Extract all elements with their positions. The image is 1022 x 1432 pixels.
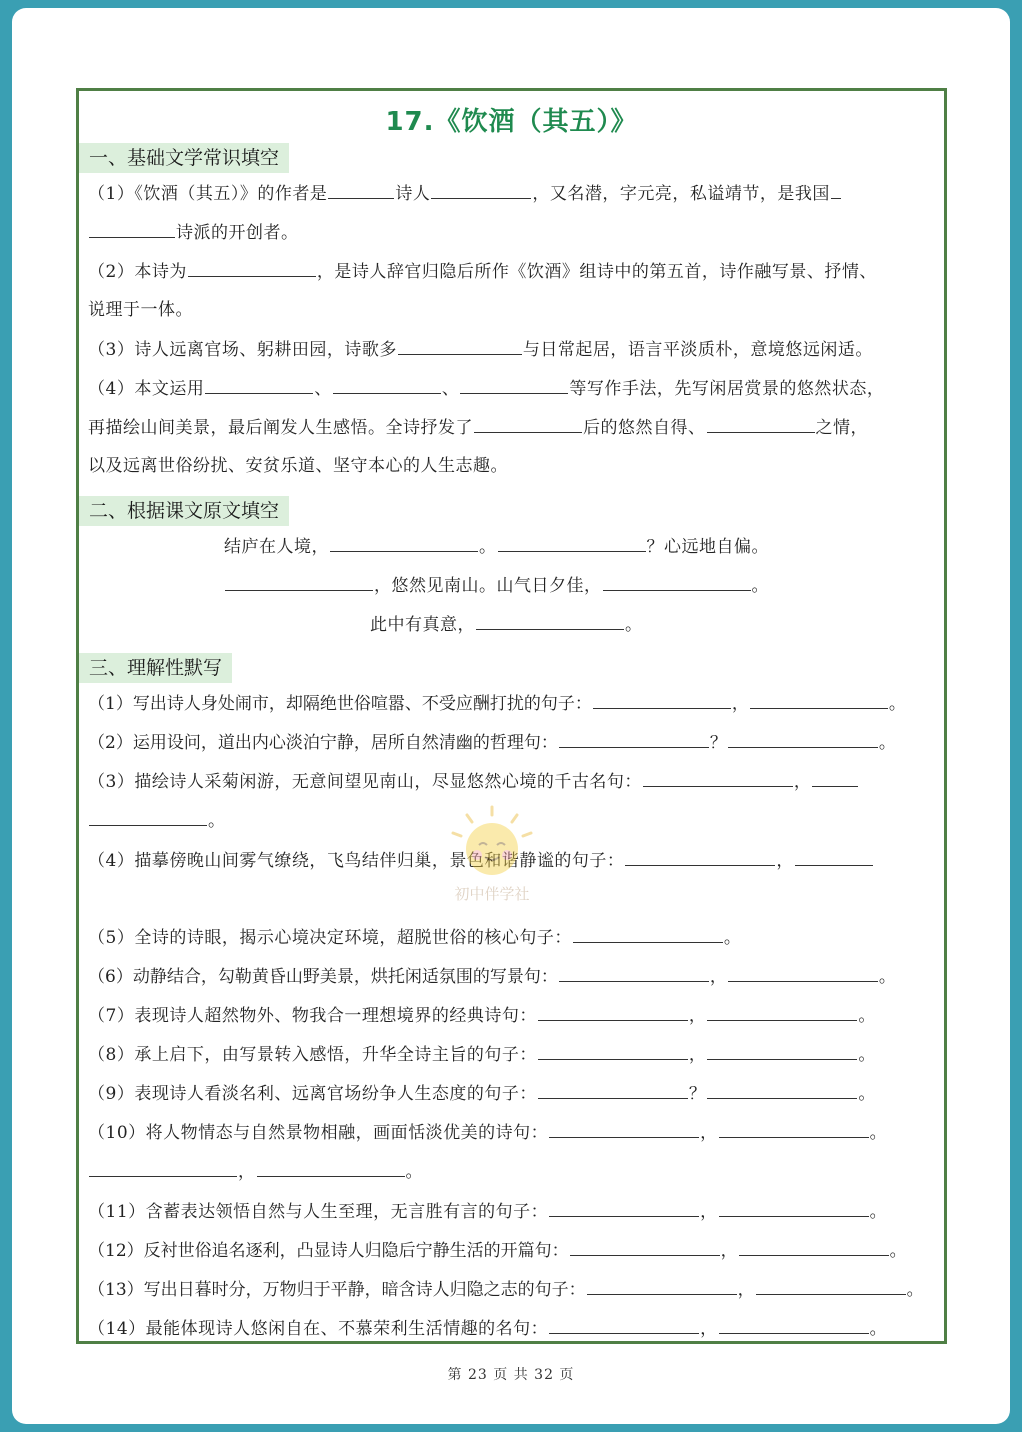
comma: ， (776, 851, 794, 871)
watermark (437, 803, 547, 903)
q-text: （11）含蓄表达领悟自然与人生至理，无言胜有言的句子： (88, 1202, 549, 1222)
part3-q14 (88, 1316, 887, 1341)
blank[interactable] (750, 691, 888, 709)
blank[interactable] (549, 1199, 699, 1217)
q3-text-b: 与日常起居，语言平淡质朴，意境悠远闲适。 (522, 340, 873, 360)
part1-q4-line2 (88, 415, 868, 440)
poem-text: ？心远地自偏。 (646, 537, 769, 557)
part3-q9 (88, 1081, 876, 1106)
blank[interactable] (89, 220, 175, 238)
blank[interactable] (728, 730, 878, 748)
q4-text-d: 后的悠然自得、 (583, 418, 706, 438)
period: 。 (208, 811, 226, 831)
comma: ， (709, 967, 727, 987)
q-text: （8）承上启下，由写景转入感悟，升华全诗主旨的句子： (88, 1045, 537, 1065)
period: 。 (869, 1319, 888, 1339)
part2-line2 (224, 573, 769, 598)
blank[interactable] (570, 1238, 720, 1256)
blank[interactable] (225, 573, 373, 591)
blank[interactable] (728, 964, 878, 982)
blank[interactable] (756, 1277, 906, 1295)
blank[interactable] (795, 848, 873, 866)
q1-text-d: 诗派的开创者。 (176, 223, 299, 243)
comma: ， (688, 1006, 707, 1026)
part1-q4-line1 (88, 376, 884, 401)
watermark-text: 初中伴学社 (454, 885, 530, 903)
part3-q10-line1 (88, 1120, 887, 1145)
poem-text: 此中有真意， (370, 615, 475, 635)
comma: ， (700, 1202, 718, 1222)
poem-text: 。 (479, 537, 497, 557)
q-text: （3）描绘诗人采菊闲游，无意间望见南山，尽显悠然心境的千古名句： (88, 772, 642, 792)
section-heading-3: 三、理解性默写 (79, 653, 232, 683)
sun-mascot-icon (437, 803, 547, 885)
period: 。 (405, 1162, 423, 1182)
q4-text-a: （4）本文运用 (88, 379, 205, 399)
blank[interactable] (812, 769, 858, 787)
period: 。 (889, 1241, 907, 1261)
blank[interactable] (625, 848, 775, 866)
q2-text-a: （2）本诗为 (88, 262, 187, 282)
question-mark: ？ (709, 733, 727, 753)
blank[interactable] (538, 1042, 688, 1060)
section-heading-1: 一、基础文学常识填空 (79, 143, 289, 173)
part1-q2-line2: 说理于一体。 (88, 300, 193, 320)
part3-q11 (88, 1199, 887, 1224)
part3-q2 (88, 730, 896, 755)
period: 。 (723, 928, 742, 948)
part3-q7 (88, 1003, 876, 1028)
poem-text: 。 (625, 615, 643, 635)
q-text: （9）表现诗人看淡名利、远离官场纷争人生态度的句子： (88, 1084, 537, 1104)
blank[interactable] (573, 925, 723, 943)
part1-q3-line (88, 337, 873, 362)
comma: ， (737, 1280, 755, 1300)
q-text: （13）写出日暮时分，万物归于平静，暗含诗人归隐之志的句子： (88, 1280, 586, 1300)
blank[interactable] (538, 1003, 688, 1021)
section-heading-2: 二、根据课文原文填空 (79, 496, 289, 526)
page-sheet (12, 8, 1010, 1424)
blank[interactable] (593, 691, 731, 709)
comma: ， (720, 1241, 738, 1261)
q-text: （5）全诗的诗眼，揭示心境决定环境，超脱世俗的核心句子： (88, 928, 572, 948)
q1-text-a: （1）《饮酒（其五）》的作者是 (88, 184, 328, 204)
part3-q6 (88, 964, 896, 989)
q-text: （7）表现诗人超然物外、物我合一理想境界的经典诗句： (88, 1006, 537, 1026)
blank[interactable] (330, 534, 478, 552)
blank[interactable] (333, 376, 441, 394)
part2-line3 (370, 612, 643, 637)
blank[interactable] (474, 415, 582, 433)
blank[interactable] (89, 808, 207, 826)
part3-q13 (88, 1277, 924, 1302)
q2-text-b: ，是诗人辞官归隐后所作《饮酒》组诗中的第五首，诗作融写景、抒情、 (316, 262, 877, 282)
q4-text-e: 之情， (815, 418, 868, 438)
poem-text: 结庐在人境， (224, 537, 329, 557)
period: 。 (858, 1045, 876, 1065)
period: 。 (858, 1006, 876, 1026)
q4-text-b: 等写作手法，先写闲居赏景的悠然状态， (569, 379, 885, 399)
blank[interactable] (707, 1042, 857, 1060)
comma: ， (793, 772, 812, 792)
period: 。 (878, 967, 896, 987)
part3-q1 (88, 691, 906, 716)
q1-text-c: ，又名潜，字元亮，私谥靖节，是我国 (532, 184, 830, 204)
blank[interactable] (460, 376, 568, 394)
part2-line1 (224, 534, 769, 559)
blank[interactable] (476, 612, 624, 630)
blank[interactable] (549, 1316, 699, 1334)
period: 。 (878, 733, 896, 753)
blank[interactable] (643, 769, 793, 787)
part3-q12 (88, 1238, 907, 1263)
part1-q1-line2 (88, 220, 299, 245)
part3-q5 (88, 925, 741, 950)
q1-text-b: 诗人 (395, 184, 431, 204)
blank[interactable] (831, 181, 841, 199)
poem-text: 。 (751, 576, 769, 596)
period: 。 (869, 1202, 888, 1222)
comma: ， (700, 1123, 718, 1143)
q4-text-c: 再描绘山间美景，最后阐发人生感悟。全诗抒发了 (88, 418, 473, 438)
blank[interactable] (89, 1159, 237, 1177)
q-text: （2）运用设问，道出内心淡泊宁静，居所自然清幽的哲理句： (88, 733, 558, 753)
part3-q8 (88, 1042, 876, 1067)
q-text: （12）反衬世俗追名逐利，凸显诗人归隐后宁静生活的开篇句： (88, 1241, 569, 1261)
q-text: （1）写出诗人身处闹市，却隔绝世俗喧嚣、不受应酬打扰的句子： (88, 694, 592, 714)
blank[interactable] (707, 415, 815, 433)
period: 。 (869, 1123, 888, 1143)
blank[interactable] (188, 259, 316, 277)
blank[interactable] (739, 1238, 889, 1256)
q-text: （6）动静结合，勾勒黄昏山野美景，烘托闲适氛围的写景句： (88, 967, 558, 987)
blank[interactable] (719, 1120, 869, 1138)
q4-sep: 、 (314, 379, 332, 399)
part3-q3-line2 (88, 808, 226, 833)
period: 。 (888, 694, 906, 714)
question-mark: ？ (688, 1084, 707, 1104)
part3-q3-line1 (88, 769, 859, 794)
comma: ， (700, 1319, 718, 1339)
blank[interactable] (707, 1003, 857, 1021)
blank[interactable] (719, 1316, 869, 1334)
part1-q2-line1 (88, 259, 877, 284)
blank[interactable] (559, 730, 709, 748)
comma: ， (688, 1045, 707, 1065)
blank[interactable] (398, 337, 522, 355)
worksheet-frame (76, 88, 947, 1344)
blank[interactable] (328, 181, 394, 199)
page-title: 17.《饮酒（其五）》 (385, 107, 638, 137)
blank[interactable] (549, 1120, 699, 1138)
part1-q1-line1 (88, 181, 842, 206)
blank[interactable] (587, 1277, 737, 1295)
blank[interactable] (257, 1159, 405, 1177)
comma: ， (238, 1162, 256, 1182)
blank[interactable] (559, 964, 709, 982)
comma: ， (731, 694, 749, 714)
blank[interactable] (205, 376, 313, 394)
period: 。 (858, 1084, 876, 1104)
part1-q4-line3: 以及远离世俗纷扰、安贫乐道、坚守本心的人生志趣。 (88, 456, 508, 476)
q-text: （14）最能体现诗人悠闲自在、不慕荣利生活情趣的名句： (88, 1319, 549, 1339)
blank[interactable] (707, 1081, 857, 1099)
page-footer: 第 23 页 共 32 页 (447, 1367, 575, 1383)
q4-sep: 、 (441, 379, 460, 399)
blank[interactable] (719, 1199, 869, 1217)
poem-text: ，悠然见南山。山气日夕佳， (374, 576, 602, 596)
blank[interactable] (431, 181, 531, 199)
blank[interactable] (538, 1081, 688, 1099)
blank[interactable] (498, 534, 646, 552)
q-text: （4）描摹傍晚山间雾气缭绕，飞鸟结伴归巢，景色和谐静谧的句子： (88, 851, 625, 871)
blank[interactable] (603, 573, 751, 591)
part3-q10-line2 (88, 1159, 423, 1184)
period: 。 (906, 1280, 924, 1300)
q-text: （10）将人物情态与自然景物相融，画面恬淡优美的诗句： (88, 1123, 549, 1143)
q3-text-a: （3）诗人远离官场、躬耕田园，诗歌多 (88, 340, 397, 360)
